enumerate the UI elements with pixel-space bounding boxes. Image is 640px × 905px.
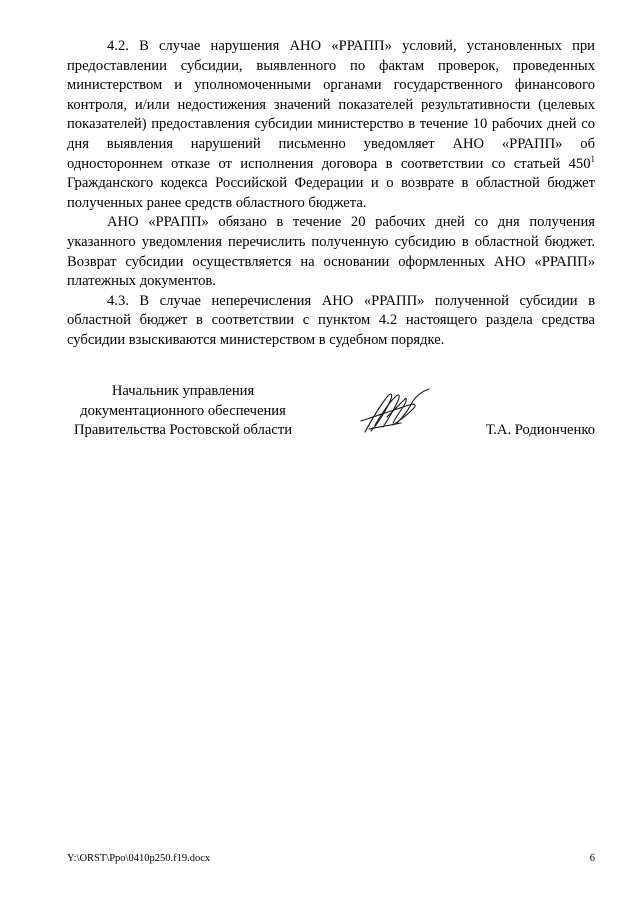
- signer-title: [67, 382, 299, 441]
- paragraph-4-3: 4.3. В случае неперечисления АНО «РРАПП» полученной субсидии в областной бюджет в соответствии с пунктом 4.2 настоящего раздела средства субсидии взыскиваются министерством в судебном порядке.: [67, 292, 595, 348]
- document-body: [67, 37, 595, 351]
- signature-block: [67, 382, 595, 442]
- paragraph-4-2: [67, 37, 595, 213]
- paragraph-4-2-text-after: Гражданского кодекса Российской Федерации и о возврате в областной бюджет полученных ранее средств областного бюджета.: [67, 175, 595, 211]
- handwritten-signature-icon: [357, 387, 435, 437]
- footer-page-number: 6: [589, 853, 595, 864]
- signer-title-line-2: документационного обеспечения: [80, 402, 286, 419]
- paragraph-4-2-text: 4.2. В случае нарушения АНО «РРАПП» условий, установленных при предоставлении субсидии, выявленного по фактам проверок, проведенных министерством и уполномоченными органами государственного финансового контроля, и/или недостижения значений показателей результативности (целевых показателей) предоставления субсидии министерство в течение 10 рабочих дней со дня выявления нарушений письменно уведомляет АНО «РРАПП» об одностороннем отказе от исполнения договора в соответствии со статьей 450: [67, 38, 595, 172]
- article-superscript: 1: [590, 153, 595, 164]
- signer-name: Т.А. Родионченко: [485, 422, 595, 438]
- paragraph-return-obligation: АНО «РРАПП» обязано в течение 20 рабочих дней со дня получения указанного уведомления перечислить полученную субсидию в областной бюджет. Возврат субсидии осуществляется на основании оформленных АНО «РРАПП» платежных документов.: [67, 214, 595, 290]
- signer-title-line-3: Правительства Ростовской области: [73, 422, 293, 438]
- footer-file-path: Y:\ORST\Ppo\0410p250.f19.docx: [67, 853, 211, 864]
- signer-title-line-1: Начальник управления: [111, 383, 255, 399]
